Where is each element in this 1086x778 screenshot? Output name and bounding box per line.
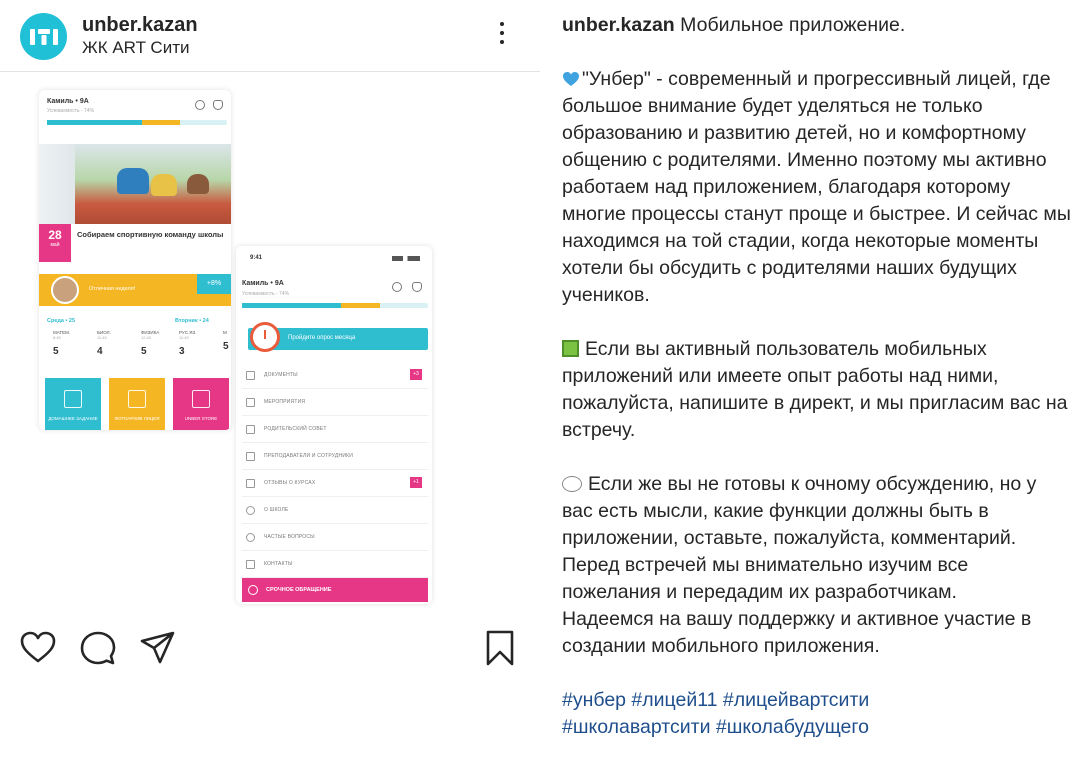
- book-open-icon: [246, 425, 255, 434]
- screen2-progress-label: Успеваемость - 74%: [242, 291, 290, 297]
- book-icon: [64, 390, 82, 408]
- app-screen-menu: [236, 246, 432, 604]
- app-screen-home: [39, 90, 231, 430]
- grade-cell[interactable]: БИОЛ. 11:45 4: [97, 330, 111, 357]
- like-button[interactable]: [20, 630, 56, 666]
- menu-item-about[interactable]: О ШКОЛЕ: [242, 497, 428, 524]
- comment-icon: [80, 630, 116, 666]
- menu-badge: +1: [410, 477, 422, 488]
- calendar-icon: [246, 398, 255, 407]
- day-right: Вторник • 24: [175, 318, 209, 324]
- post-header: [0, 0, 540, 72]
- post-caption: [562, 12, 1072, 741]
- status-time: 9:41: [250, 255, 263, 261]
- menu-item-contacts[interactable]: КОНТАКТЫ: [242, 551, 428, 578]
- thought-bubble-icon: [562, 476, 582, 492]
- grade-cell[interactable]: ФИЗИКА 12:45 5: [141, 330, 160, 357]
- grade-cell[interactable]: М 5: [223, 330, 229, 352]
- post-username[interactable]: unber.kazan: [82, 14, 198, 36]
- caption-username[interactable]: unber.kazan: [562, 14, 675, 36]
- news-month: май: [50, 242, 60, 248]
- screen2-user: Камиль • 9А: [242, 280, 284, 287]
- news-date: [39, 224, 71, 262]
- heart-icon: [20, 630, 56, 666]
- screen1-user: Камиль • 9А: [47, 98, 89, 105]
- save-button[interactable]: [482, 630, 518, 666]
- bell-icon[interactable]: [412, 282, 422, 292]
- target-icon[interactable]: [195, 100, 205, 110]
- grade-cell[interactable]: МАТЕМ. 8:45 5: [53, 330, 71, 357]
- news-title[interactable]: Собираем спортивную команду школы: [77, 230, 224, 239]
- question-icon: [246, 533, 255, 542]
- status-icons: [392, 256, 420, 261]
- avatar[interactable]: [20, 13, 67, 60]
- caption-paragraph-4: Надеемся на вашу поддержку и активное участие в создании мобильного приложения.: [562, 608, 1032, 657]
- urgent-request-button[interactable]: СРОЧНОЕ ОБРАЩЕНИЕ: [242, 578, 428, 602]
- post-actions: [0, 620, 540, 680]
- survey-button[interactable]: Пройдите опрос месяца: [248, 328, 428, 350]
- screen1-progress-bar: [47, 120, 227, 125]
- caption-paragraph-1: "Унбер" - современный и прогрессивный лицей, где большое внимание будет уделяться не только образованию и развитию детей, но и комфортному общению с родителями. Именно поэтому мы активно работаем над приложением, благодаря которому многие процессы станут проще и быстрее. И сейчас мы находимся на той стадии, когда некоторые моменты хотели бы обсудить с родителями наших будущих учеников.: [562, 68, 1071, 306]
- screen2-progress-bar: [242, 303, 428, 308]
- send-icon: [140, 630, 176, 666]
- banner-percent: +8%: [197, 274, 231, 294]
- screen1-progress-label: Успеваемость - 74%: [47, 108, 95, 114]
- chat-icon: [246, 479, 255, 488]
- shopping-bag-icon: [192, 390, 210, 408]
- info-icon: [246, 506, 255, 515]
- grades-row: [45, 330, 231, 366]
- menu-item-reviews[interactable]: ОТЗЫВЫ О КУРСАХ +1: [242, 470, 428, 497]
- more-options-icon[interactable]: [496, 22, 508, 48]
- tile-homework[interactable]: ДОМАШНЕЕ ЗАДАНИЕ: [45, 378, 101, 430]
- post-location[interactable]: ЖК ART Сити: [82, 38, 190, 57]
- tile-store[interactable]: UNBER STORE: [173, 378, 229, 430]
- hashtags-line-1[interactable]: #унбер #лицей11 #лицейвартсити: [562, 689, 870, 711]
- bookmark-icon: [482, 630, 518, 666]
- target-icon[interactable]: [392, 282, 402, 292]
- menu-badge: +3: [410, 369, 422, 380]
- menu-item-teachers[interactable]: ПРЕПОДАВАТЕЛИ И СОТРУДНИКИ: [242, 443, 428, 470]
- menu-item-documents[interactable]: ДОКУМЕНТЫ +3: [242, 362, 428, 389]
- day-left: Среда • 25: [47, 318, 76, 324]
- caption-intro: Мобильное приложение.: [680, 14, 906, 36]
- alarm-clock-icon: [250, 322, 280, 352]
- alert-icon: [248, 585, 258, 595]
- document-icon: [246, 371, 255, 380]
- comment-button[interactable]: [80, 630, 116, 666]
- photo-icon: [128, 390, 146, 408]
- grade-cell[interactable]: РУС.ЯЗ. 11:45 3: [179, 330, 197, 357]
- unber-logo-icon: [29, 26, 59, 48]
- graduation-cap-icon: [246, 452, 255, 461]
- caption-paragraph-3: Если же вы не готовы к очному обсуждению, но у вас есть мысли, какие функции должны быть в приложении, оставьте, пожалуйста, комментарий. Перед встречей мы внимательно изучим все пожелания и передадим их разработчикам.: [562, 473, 1037, 603]
- news-photo[interactable]: [39, 144, 231, 224]
- bell-icon[interactable]: [213, 100, 223, 110]
- tile-photo-archive[interactable]: ФОТОАРХИВ ЛИЦЕЯ: [109, 378, 165, 430]
- blue-heart-icon: [562, 71, 580, 87]
- map-icon: [246, 560, 255, 569]
- student-avatar: [51, 276, 79, 304]
- menu-item-faq[interactable]: ЧАСТЫЕ ВОПРОСЫ: [242, 524, 428, 551]
- menu-item-parent-council[interactable]: РОДИТЕЛЬСКИЙ СОВЕТ: [242, 416, 428, 443]
- caption-paragraph-2: Если вы активный пользователь мобильных приложений или имеете опыт работы над ними, пожалуйста, напишите в директ, и мы пригласим вас на встречу.: [562, 338, 1068, 441]
- weekly-banner[interactable]: [39, 274, 231, 306]
- share-button[interactable]: [140, 630, 176, 666]
- post-image[interactable]: [0, 73, 540, 613]
- menu-item-events[interactable]: МЕРОПРИЯТИЯ: [242, 389, 428, 416]
- hashtags-line-2[interactable]: #школавартсити #школабудущего: [562, 716, 869, 738]
- banner-text: Отличная неделя!: [89, 286, 136, 292]
- green-square-icon: [562, 340, 579, 357]
- news-day: 28: [48, 228, 62, 242]
